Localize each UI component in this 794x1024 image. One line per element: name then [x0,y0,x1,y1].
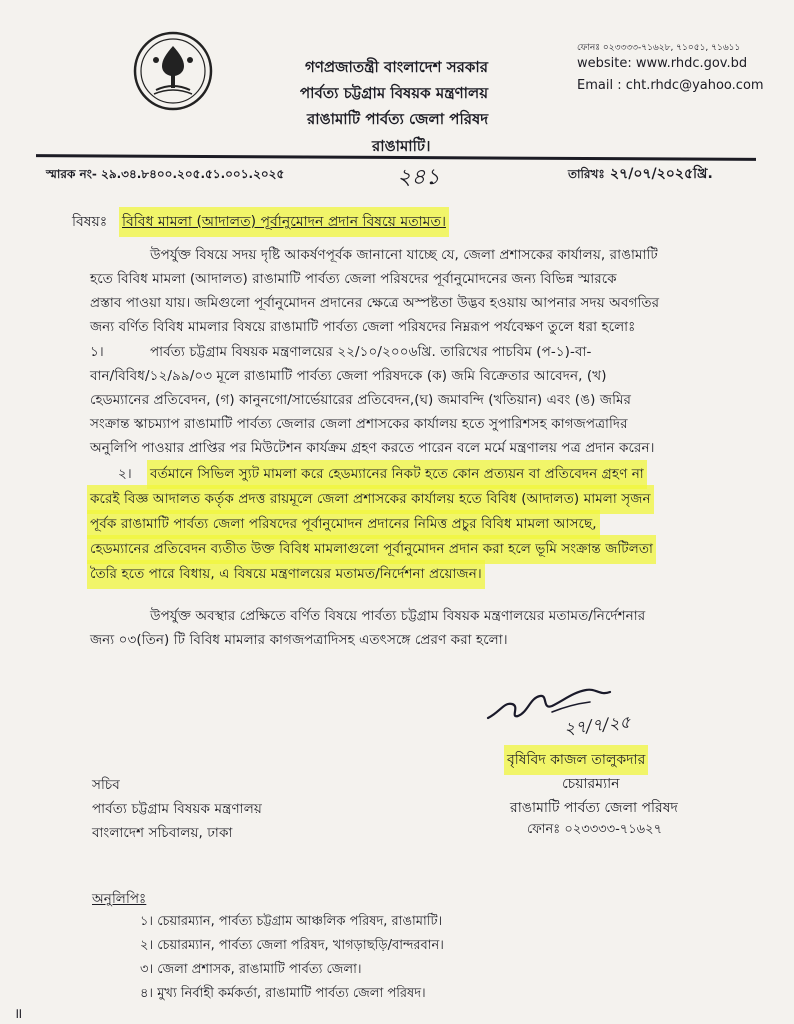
header-website: website: www.rhdc.gov.bd [577,56,748,71]
margin-mark: ॥ [14,1006,23,1022]
copies-item: ৩। জেলা প্রশাসক, রাঙামাটি পার্বত্য জেলা। [140,962,362,977]
subject-text: বিবিধ মামলা (আদালত) পূর্বানুমোদন প্রদান বিষয়ে মতামত। [122,210,446,234]
signatory-name: বৃষিবিদ কাজল তালুকদার [507,748,645,772]
recipient-line3: বাংলাদেশ সচিবালয়, ঢাকা [92,825,233,841]
government-emblem-logo [132,30,214,112]
item1-line3: হেডম্যানের প্রতিবেদন, (গ) কানুনগো/সার্ভেয়ারের প্রতিবেদন,(ঘ) জমাবন্দি (খতিয়ান) এবং (ঙ) জমির [90,392,632,408]
item2-number: ২। [118,466,132,482]
header-org-line4: রাঙামাটি। [372,137,431,155]
header-org-line1: গণপ্রজাতন্ত্রী বাংলাদেশ সরকার [305,58,488,76]
para1-line3: প্রস্তাব পাওয়া যায়। জমিগুলো পূর্বানুমোদন প্রদানের ক্ষেত্রে অস্পষ্টতা উদ্ভব হওয়ায় আপনার সদয় অবগতির [90,295,660,311]
item2-line2: করেই বিজ্ঞ আদালত কর্তৃক প্রদত্ত রায়মূলে জেলা প্রশাসকের কার্যালয় হতে বিবিধ (আদালত) মামলা সৃজন [90,488,651,511]
copies-item: ১। চেয়ারম্যান, পার্বত্য চট্টগ্রাম আঞ্চলিক পরিষদ, রাঙামাটি। [140,914,443,929]
item2-line4: হেডম্যানের প্রতিবেদন ব্যতীত উক্ত বিবিধ মামলাগুলো পূর্বানুমোদন প্রদান করা হলে ভূমি সংক্রান্ত জটিলতা [90,538,653,561]
recipient-line2: পার্বত্য চট্টগ্রাম বিষয়ক মন্ত্রণালয় [92,801,262,817]
para1-line2: হতে বিবিধ মামলা (আদালত) রাঙামাটি পার্বত্য জেলা পরিষদের পূর্বানুমোদনের জন্য বিভিন্ন স্মারকে [90,271,617,287]
para1-line1: উপর্যুক্ত বিষয়ে সদয় দৃষ্টি আকর্ষণপূর্বক জানানো যাচ্ছে যে, জেলা প্রশাসকের কার্যালয়, রাঙামাটি [150,247,658,263]
copies-heading: অনুলিপিঃ [92,891,147,907]
item2-line1: বর্তমানে সিভিল স্যুট মামলা করে হেডম্যানের নিকট হতে কোন প্রত্যয়ন বা প্রতিবেদন গ্রহণ না [150,463,644,486]
signatory-phone: ফোনঃ ০২৩৩৩৩-৭১৬২৭ [527,822,663,837]
item1-number: ১। [90,344,104,360]
header-org-line3: রাঙামাটি পার্বত্য জেলা পরিষদ [307,110,489,128]
header-email: Email : cht.rhdc@yahoo.com [577,78,764,93]
subject-label: বিষয়ঃ [72,214,108,230]
item2-line3: পূর্বক রাঙামাটি পার্বত্য জেলা পরিষদের পূর্বানুমোদন প্রদানের নিমিত্ত প্রচুর বিবিধ মামলা আসছে, [90,513,597,536]
memo-ref-handwritten: ২৪১ [397,165,440,190]
copies-item: ৪। মুখ্য নির্বাহী কর্মকর্তা, রাঙামাটি পার্বত্য জেলা পরিষদ। [140,986,426,1001]
signatory-title: চেয়ারম্যান [562,776,620,792]
header-org-line2: পার্বত্য চট্টগ্রাম বিষয়ক মন্ত্রণালয় [300,84,489,102]
memo-ref-number: স্মারক নং- ২৯.৩৪.৮৪০০.২০৫.৫১.০০১.২০২৫ [46,167,285,181]
item1-line4: সংক্রান্ত স্কাচম্যাপ রাঙামাটি পার্বত্য জেলার জেলা প্রশাসকের কার্যালয় হতে সুপারিশসহ কাগজপত্রাদির [90,416,628,432]
copies-item: ২। চেয়ারম্যান, পার্বত্য জেলা পরিষদ, খাগড়াছড়ি/বান্দরবান। [140,938,444,953]
item2-line5: তৈরি হতে পারে বিধায়, এ বিষয়ে মন্ত্রণালয়ের মতামত/নির্দেশনা প্রয়োজন। [90,563,482,586]
para3-line1: উপর্যুক্ত অবস্থার প্রেক্ষিতে বর্ণিত বিষয়ে পার্বত্য চট্টগ্রাম বিষয়ক মন্ত্রণালয়ের মতামত/নির্দেশনার [150,608,646,624]
item1-line5: অনুলিপি পাওয়ার প্রাপ্তির পর মিউটেশন কার্যক্রম গ্রহণ করতে পারেন বলে মর্মে মন্ত্রণালয় পত্র প্রদান করেন। [90,440,655,456]
para3-line2: জন্য ০৩(তিন) টি বিবিধ মামলার কাগজপত্রাদিসহ এতৎসঙ্গে প্রেরণ করা হলো। [90,632,508,648]
signature-handwritten-date: ২৭/৭/২৫ [563,712,632,740]
item1-line1: পার্বত্য চট্টগ্রাম বিষয়ক মন্ত্রণালয়ের ২২/১০/২০০৬খ্রি. তারিখের পাচবিম (প-১)-বা- [150,344,592,360]
recipient-line1: সচিব [92,777,120,793]
para1-line4: জন্য বর্ণিত বিবিধ মামলার বিষয়ে রাঙামাটি পার্বত্য জেলা পরিষদের নিম্নরূপ পর্যবেক্ষণ তুলে ধরা হলোঃ [90,319,636,335]
item1-line2: বান/বিবিধ/১২/৯৯/০৩ মূলে রাঙামাটি পার্বত্য জেলা পরিষদকে (ক) জমি বিক্রেতার আবেদন, (খ) [90,368,607,384]
signatory-org: রাঙামাটি পার্বত্য জেলা পরিষদ [510,800,678,816]
memo-date-label: তারিখঃ [568,167,605,181]
header-phone: ফোনঃ ০২৩৩৩৩-৭১৬২৮, ৭১০৫১, ৭১৬১১ [577,43,741,53]
memo-date-value: ২৭/০৭/২০২৫খ্রি. [610,166,713,182]
